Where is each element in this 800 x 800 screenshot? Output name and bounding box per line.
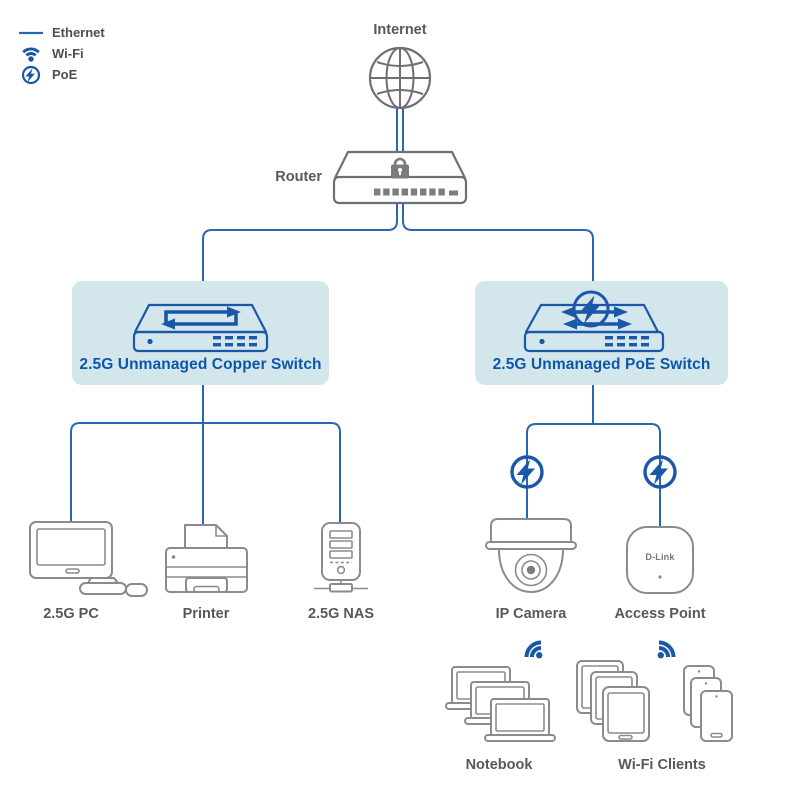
wifi-clients-label: Wi-Fi Clients — [618, 757, 706, 773]
ap-logo-text: D-Link — [645, 552, 675, 562]
pc-icon — [30, 522, 147, 596]
router-icon — [334, 152, 466, 203]
internet-label: Internet — [373, 22, 427, 38]
router-label: Router — [275, 169, 322, 185]
nas-icon — [314, 523, 368, 592]
switching-arrows-icon — [161, 307, 241, 330]
poe-icon — [18, 65, 44, 85]
pc-label: 2.5G PC — [43, 606, 99, 622]
access-point-icon — [627, 527, 693, 593]
poe-switch-label: 2.5G Unmanaged PoE Switch — [492, 356, 711, 373]
legend — [18, 22, 105, 85]
legend-label: PoE — [52, 67, 78, 82]
legend-label: Ethernet — [52, 25, 105, 40]
ip-camera-icon — [486, 519, 576, 592]
wifi-icon — [18, 44, 44, 64]
copper-switch-label: 2.5G Unmanaged Copper Switch — [79, 356, 322, 373]
notebook-cluster-icon — [446, 640, 555, 741]
tablet-icon — [603, 687, 649, 741]
switch-ports — [213, 336, 257, 346]
legend-item-poe — [18, 64, 105, 85]
nas-label: 2.5G NAS — [307, 606, 375, 622]
switch-ports — [605, 336, 649, 346]
notebook-label: Notebook — [465, 757, 533, 773]
printer-label: Printer — [182, 606, 230, 622]
poe-circle-icon — [574, 292, 608, 326]
copper-switch-icon — [134, 305, 267, 351]
poe-switch-icon — [525, 292, 663, 351]
access-point-label: Access Point — [614, 606, 706, 622]
legend-item-ethernet — [18, 22, 105, 43]
laptop-icon — [485, 699, 555, 741]
legend-label: Wi-Fi — [52, 46, 84, 61]
wifi-signal-icon — [524, 640, 549, 665]
phone-icon — [701, 691, 732, 741]
printer-icon — [166, 525, 247, 592]
internet-globe-icon — [370, 48, 430, 108]
wifi-signal-icon — [651, 640, 676, 665]
legend-item-wifi — [18, 43, 105, 64]
ip-camera-label: IP Camera — [495, 606, 567, 622]
wifi-clients-cluster-icon — [577, 640, 732, 741]
ethernet-line-icon — [18, 23, 44, 43]
